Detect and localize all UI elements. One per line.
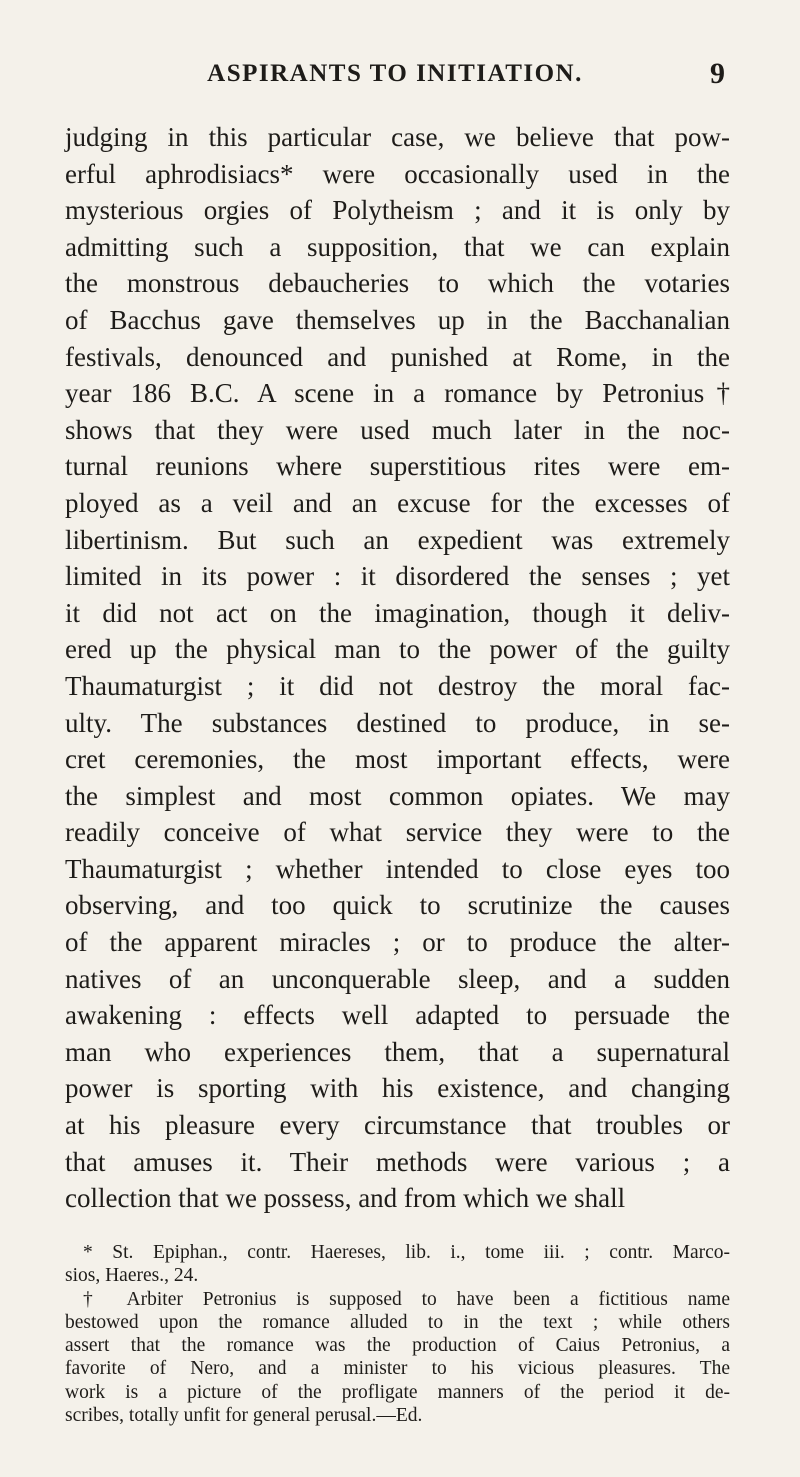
running-title: ASPIRANTS TO INITIATION. (207, 60, 583, 87)
body-line: ered up the physical man to the power of the guilty (65, 634, 730, 665)
body-line: the simplest and most common opiates. We may (65, 780, 730, 811)
body-line: erful aphrodisiacs* were occasionally used in the (65, 158, 730, 189)
body-line: of Bacchus gave themselves up in the Bacchanalian (65, 304, 730, 335)
body-line: Thaumaturgist ; whether intended to close eyes too (65, 853, 730, 884)
body-line: judging in this particular case, we believe that pow- (65, 122, 730, 152)
body-line: at his pleasure every circumstance that troubles or (65, 1110, 730, 1141)
body-line: turnal reunions where superstitious rites were em- (65, 451, 730, 482)
body-line: it did not act on the imagination, though it deliv- (65, 597, 730, 628)
body-line: year 186 B.C. A scene in a romance by Petronius† (65, 378, 730, 409)
body-line: festivals, denounced and punished at Rome, in the (65, 341, 730, 372)
body-line: that amuses it. Their methods were various ; a (65, 1146, 730, 1177)
body-line: natives of an unconquerable sleep, and a sudden (65, 963, 730, 994)
footnote-line: assert that the romance was the production of Caius Petronius, a (65, 1335, 730, 1357)
footnote-line: work is a picture of the profligate manners of the period it de- (65, 1381, 730, 1403)
footnote-line: † Arbiter Petronius is supposed to have been a fictitious name (83, 1288, 730, 1310)
body-line: shows that they were used much later in the noc- (65, 414, 730, 445)
body-line: mysterious orgies of Polytheism ; and it is only by (65, 195, 730, 226)
page-header (65, 57, 725, 110)
body-line: ployed as a veil and an excuse for the excesses of (65, 487, 730, 518)
footnote-line: sios, Haeres., 24. (65, 1265, 199, 1287)
footnote-line: scribes, totally unfit for general perusal.—Ed. (65, 1405, 423, 1427)
body-line: of the apparent miracles ; or to produce the alter- (65, 927, 730, 958)
body-line: collection that we possess, and from which we shall (65, 1183, 626, 1214)
body-line: awakening : effects well adapted to persuade the (65, 1000, 730, 1031)
body-line: observing, and too quick to scrutinize the causes (65, 890, 730, 921)
body-line: power is sporting with his existence, and changing (65, 1073, 730, 1104)
footnote-line: * St. Epiphan., contr. Haereses, lib. i., tome iii. ; contr. Marco- (83, 1242, 730, 1263)
footnote-line: favorite of Nero, and a minister to his vicious pleasures. The (65, 1358, 730, 1380)
footnote-line: bestowed upon the romance alluded to in the text ; while others (65, 1311, 730, 1333)
page-number: 9 (710, 57, 725, 90)
body-text (65, 119, 730, 1217)
footnotes (65, 1241, 730, 1427)
body-line: admitting such a supposition, that we can explain (65, 231, 730, 262)
body-line: readily conceive of what service they were to the (65, 817, 730, 848)
body-line: the monstrous debaucheries to which the votaries (65, 268, 730, 299)
body-line: man who experiences them, that a supernatural (65, 1036, 730, 1067)
body-line: Thaumaturgist ; it did not destroy the moral fac- (65, 670, 730, 701)
body-line: libertinism. But such an expedient was extremely (65, 524, 730, 555)
body-line: limited in its power : it disordered the senses ; yet (65, 561, 730, 592)
body-line: ulty. The substances destined to produce, in se- (65, 707, 730, 738)
body-line: cret ceremonies, the most important effects, were (65, 744, 730, 775)
